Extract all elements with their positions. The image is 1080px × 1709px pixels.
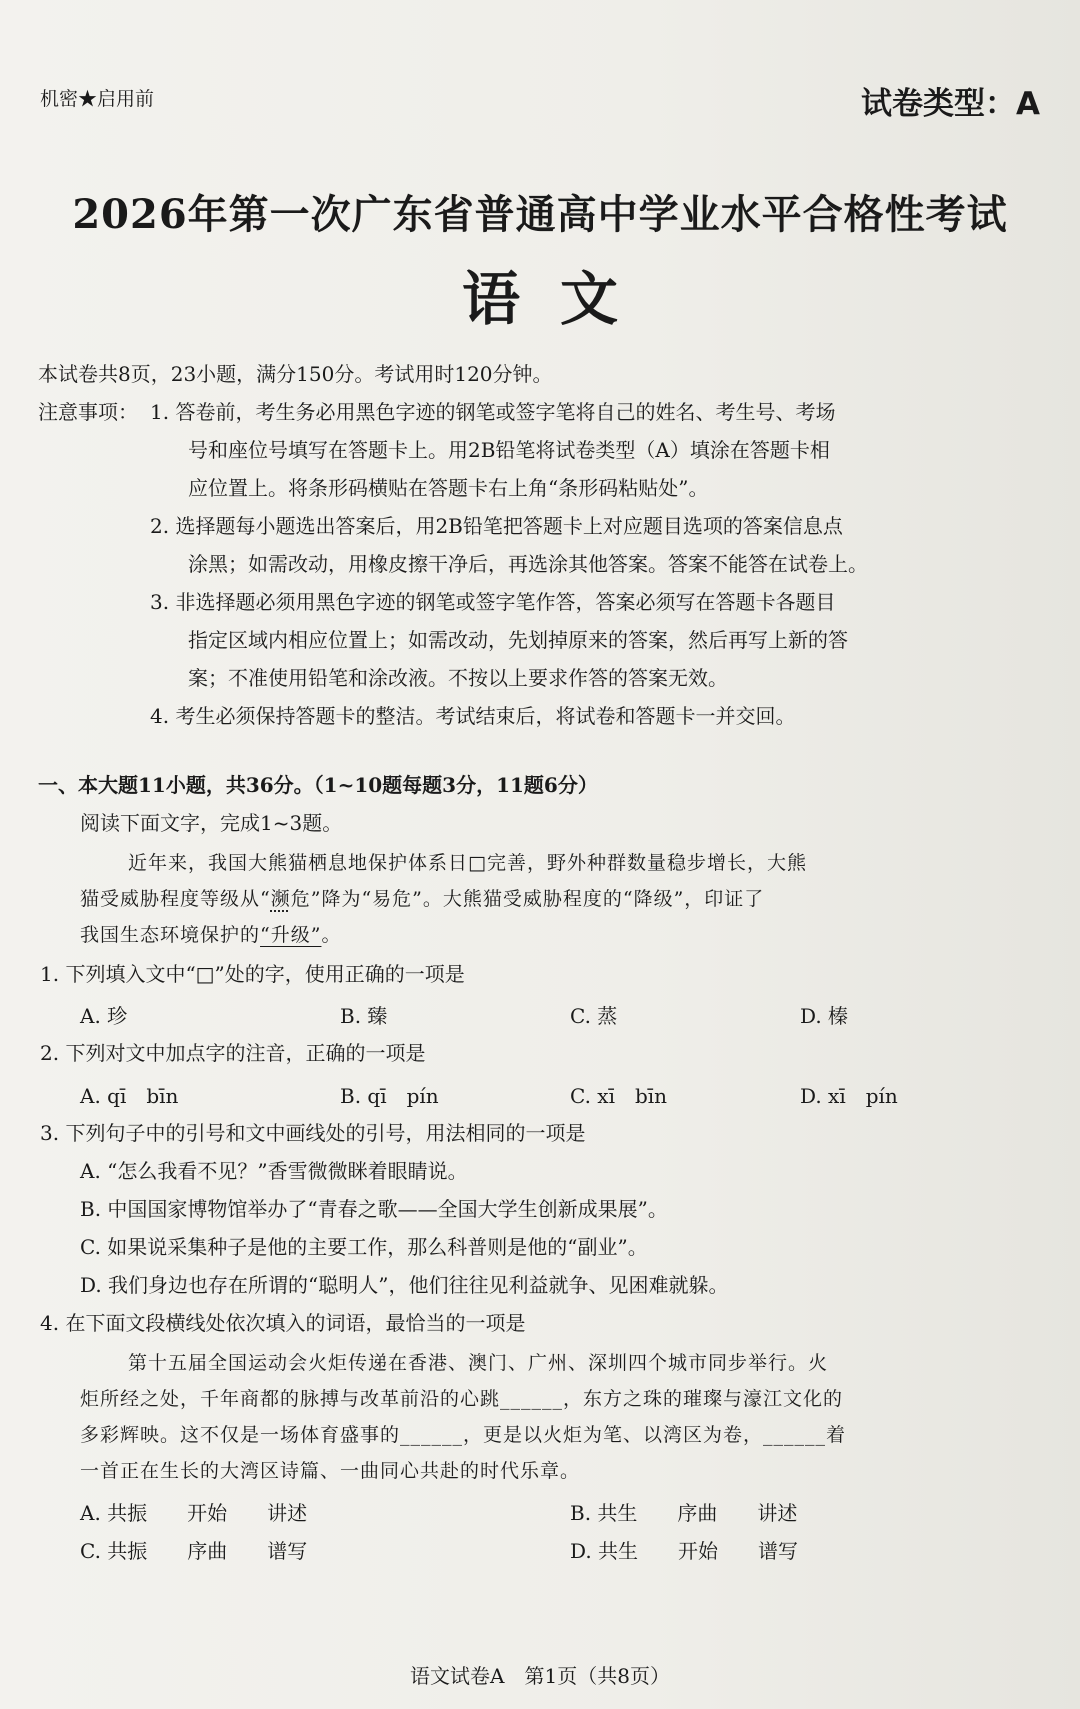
question-2-stem: 2. 下列对文中加点字的注音，正确的一项是 (40, 1041, 426, 1065)
question-2-option-d: D. xī pín (800, 1084, 898, 1108)
confidential-label: 机密★启用前 (40, 88, 155, 110)
dotted-character: 濒 (270, 888, 291, 910)
question-3-option-d: D. 我们身边也存在所谓的“聪明人”，他们往往见利益就争、见困难就躲。 (80, 1273, 729, 1297)
question-1-option-d: D. 榛 (800, 1004, 849, 1028)
question-4-option-a: A. 共振 开始 讲述 (80, 1501, 308, 1525)
note-1-line-1: 1. 答卷前，考生务必用黑色字迹的钢笔或签字笔将自己的姓名、考生号、考场 (150, 400, 836, 424)
question-2-option-c: C. xī bīn (570, 1084, 668, 1108)
section-instruction: 阅读下面文字，完成1~3题。 (80, 811, 343, 835)
page-footer: 语文试卷A 第1页（共8页） (410, 1664, 670, 1688)
question-1-stem: 1. 下列填入文中“□”处的字，使用正确的一项是 (40, 962, 465, 986)
question-1-option-c: C. 蒸 (570, 1004, 618, 1028)
question-4-passage-line-3: 多彩辉映。这不仅是一场体育盛事的______，更是以火炬为笔、以湾区为卷，______着 (80, 1424, 847, 1446)
question-4-passage-line-2: 炬所经之处，千年商都的脉搏与改革前沿的心跳______，东方之珠的璀璨与濠江文化的 (80, 1388, 844, 1410)
section-heading: 一、本大题11小题，共36分。（1~10题每题3分，11题6分） (38, 773, 598, 797)
passage-line-3: 我国生态环境保护的“升级”。 (80, 924, 342, 946)
question-2-option-b: B. qī pín (340, 1084, 439, 1108)
note-2-line-2: 涂黑；如需改动，用橡皮擦干净后，再选涂其他答案。答案不能答在试卷上。 (188, 552, 868, 576)
note-3-line-2: 指定区域内相应位置上；如需改动，先划掉原来的答案，然后再写上新的答 (188, 628, 848, 652)
note-3-line-1: 3. 非选择题必须用黑色字迹的钢笔或签字笔作答，答案必须写在答题卡各题目 (150, 590, 836, 614)
passage-line-2: 猫受威胁程度等级从“濒危”降为“易危”。大熊猫受威胁程度的“降级”，印证了 (80, 888, 765, 910)
question-2-option-a: A. qī bīn (80, 1084, 179, 1108)
note-3-line-3: 案；不准使用铅笔和涂改液。不按以上要求作答的答案无效。 (188, 666, 728, 690)
question-3-stem: 3. 下列句子中的引号和文中画线处的引号，用法相同的一项是 (40, 1121, 586, 1145)
question-4-stem: 4. 在下面文段横线处依次填入的词语，最恰当的一项是 (40, 1311, 526, 1335)
intro-text: 本试卷共8页，23小题，满分150分。考试用时120分钟。 (38, 362, 553, 386)
subject-title: 语文 (461, 265, 658, 333)
paper-type-label: 试卷类型：A (861, 86, 1040, 122)
question-1-option-b: B. 臻 (340, 1004, 388, 1028)
question-1-option-a: A. 珍 (80, 1004, 128, 1028)
question-4-option-d: D. 共生 开始 谱写 (570, 1539, 799, 1563)
question-4-option-c: C. 共振 序曲 谱写 (80, 1539, 308, 1563)
question-4-passage-line-4: 一首正在生长的大湾区诗篇、一曲同心共赴的时代乐章。 (80, 1460, 581, 1482)
passage-line-1: 近年来，我国大熊猫栖息地保护体系日□完善，野外种群数量稳步增长，大熊 (128, 852, 807, 874)
exam-title: 2026年第一次广东省普通高中学业水平合格性考试 (72, 191, 1008, 238)
question-4-option-b: B. 共生 序曲 讲述 (570, 1501, 798, 1525)
question-3-option-b: B. 中国国家博物馆举办了“青春之歌——全国大学生创新成果展”。 (80, 1197, 668, 1221)
note-4-line-1: 4. 考生必须保持答题卡的整洁。考试结束后，将试卷和答题卡一并交回。 (150, 704, 796, 728)
question-3-option-c: C. 如果说采集种子是他的主要工作，那么科普则是他的“副业”。 (80, 1235, 648, 1259)
note-1-line-2: 号和座位号填写在答题卡上。用2B铅笔将试卷类型（A）填涂在答题卡相 (188, 438, 830, 462)
question-4-passage-line-1: 第十五届全国运动会火炬传递在香港、澳门、广州、深圳四个城市同步举行。火 (128, 1352, 829, 1374)
question-3-option-a: A. “怎么我看不见？”香雪微微眯着眼睛说。 (80, 1159, 468, 1183)
notes-label: 注意事项： (38, 400, 138, 424)
note-1-line-3: 应位置上。将条形码横贴在答题卡右上角“条形码粘贴处”。 (188, 476, 709, 500)
underlined-phrase: “升级” (260, 924, 322, 946)
note-2-line-1: 2. 选择题每小题选出答案后，用2B铅笔把答题卡上对应题目选项的答案信息点 (150, 514, 843, 538)
